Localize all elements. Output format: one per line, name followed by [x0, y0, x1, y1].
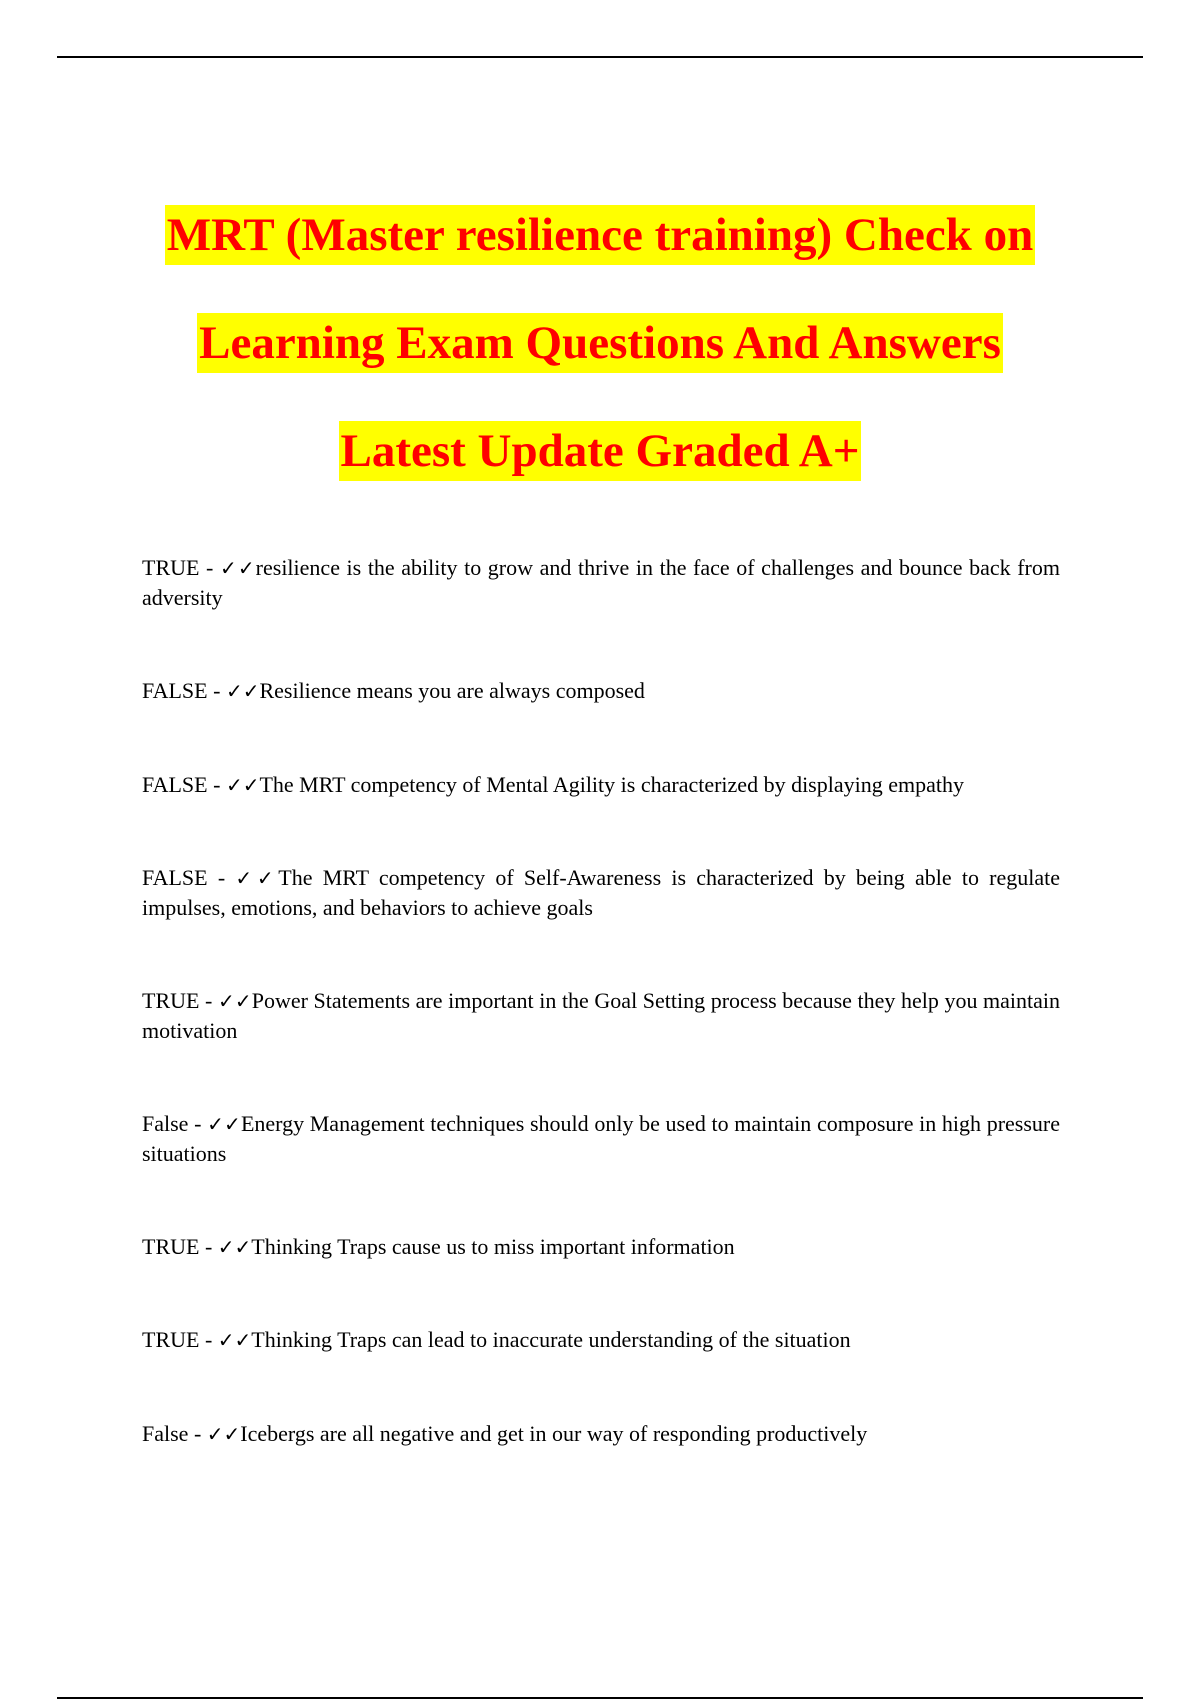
checkmark-icon: ✓✓: [217, 989, 252, 1013]
title-line-1-text: MRT (Master resilience training) Check on: [165, 205, 1035, 265]
qa-separator: -: [188, 1111, 208, 1136]
top-rule: [57, 56, 1143, 58]
qa-item: [142, 863, 1060, 923]
qa-item: [142, 1325, 1060, 1355]
qa-statement: The MRT competency of Self-Awareness is characterized by being able to regulate impulses, emotions, and behaviors to achieve goals: [142, 865, 1060, 920]
checkmark-icon: ✓✓: [219, 556, 256, 580]
qa-separator: -: [199, 1327, 218, 1352]
qa-item: [142, 553, 1060, 613]
bottom-rule: [57, 1697, 1143, 1699]
qa-answer: False: [142, 1421, 189, 1446]
qa-separator: -: [199, 1234, 218, 1259]
qa-answer: FALSE: [142, 865, 208, 890]
qa-statement: Energy Management techniques should only be used to maintain composure in high pressure situations: [142, 1111, 1060, 1166]
title-line-3: [57, 421, 1143, 529]
qa-item: [142, 676, 1060, 706]
qa-separator: -: [207, 865, 236, 890]
qa-answer: False: [142, 1111, 189, 1136]
qa-statement: Thinking Traps can lead to inaccurate understanding of the situation: [251, 1327, 851, 1352]
checkmark-icon: ✓✓: [217, 1235, 252, 1259]
checkmark-icon: ✓✓: [217, 1328, 252, 1352]
qa-answer: TRUE: [142, 555, 200, 580]
qa-item: [142, 986, 1060, 1046]
qa-answer: TRUE: [142, 1234, 200, 1259]
checkmark-icon: ✓✓: [225, 679, 260, 703]
checkmark-icon: ✓✓: [235, 866, 279, 890]
title-line-1: [57, 205, 1143, 313]
qa-answer: TRUE: [142, 1327, 200, 1352]
qa-separator: -: [188, 1421, 207, 1446]
qa-item: [142, 1109, 1060, 1169]
qa-statement: Power Statements are important in the Goal Setting process because they help you maintain motivation: [142, 988, 1061, 1043]
qa-separator: -: [207, 678, 226, 703]
qa-answer: FALSE: [142, 678, 208, 703]
qa-statement: Icebergs are all negative and get in our way of responding productively: [240, 1421, 868, 1446]
checkmark-icon: ✓✓: [206, 1422, 241, 1446]
qa-item: [142, 1232, 1060, 1262]
checkmark-icon: ✓✓: [225, 773, 260, 797]
qa-separator: -: [199, 555, 220, 580]
qa-answer: FALSE: [142, 772, 208, 797]
qa-statement: resilience is the ability to grow and thrive in the face of challenges and bounce back from adversity: [142, 555, 1060, 610]
qa-separator: -: [199, 988, 218, 1013]
checkmark-icon: ✓✓: [207, 1112, 241, 1136]
qa-statement: Thinking Traps cause us to miss important information: [251, 1234, 735, 1259]
qa-item: [142, 1419, 1060, 1449]
qa-separator: -: [207, 772, 226, 797]
title-line-3-text: Latest Update Graded A+: [339, 421, 862, 481]
qa-item: [142, 770, 1060, 800]
document-title: [57, 205, 1143, 529]
qa-statement: The MRT competency of Mental Agility is characterized by displaying empathy: [259, 772, 964, 797]
qa-answer: TRUE: [142, 988, 200, 1013]
qa-statement: Resilience means you are always composed: [259, 678, 645, 703]
title-line-2-text: Learning Exam Questions And Answers: [197, 313, 1003, 373]
title-line-2: [57, 313, 1143, 421]
